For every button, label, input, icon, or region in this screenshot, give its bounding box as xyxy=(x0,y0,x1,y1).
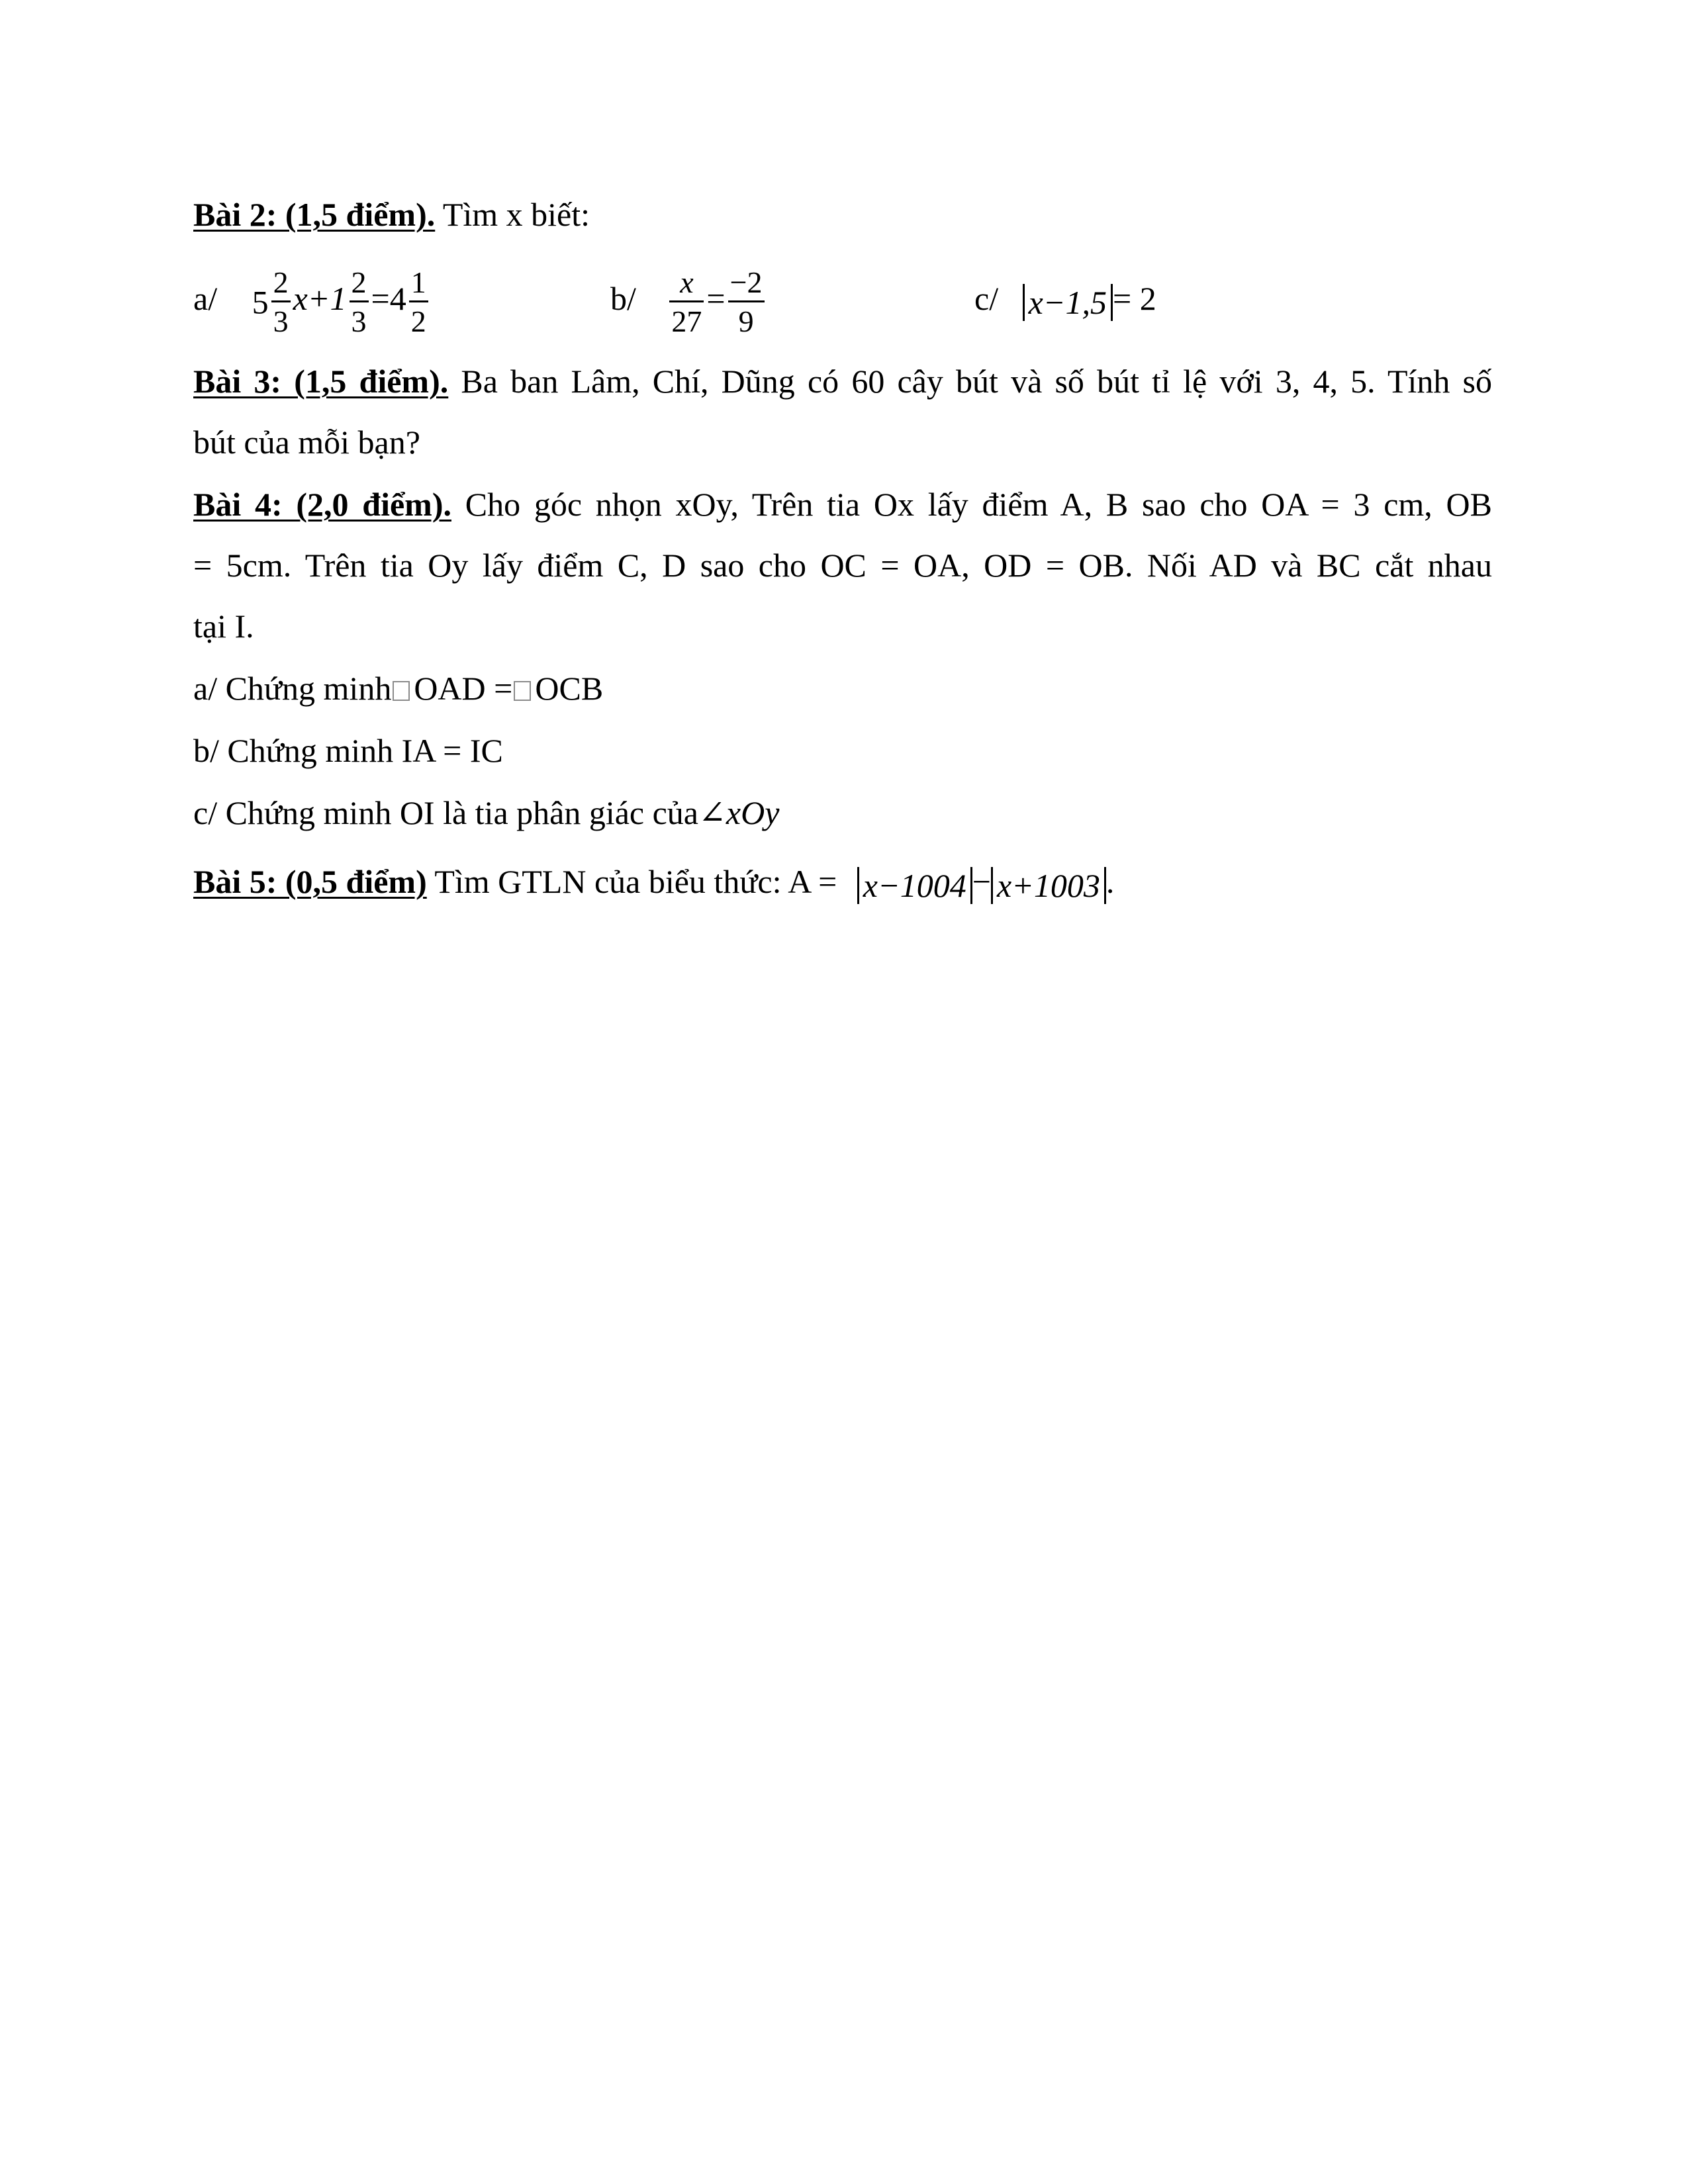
bai2-c-block xyxy=(974,262,1156,335)
bai2-b-num1: x xyxy=(669,267,704,302)
bai5-text: Tìm GTLN của biểu thức: A = xyxy=(426,863,845,900)
bai2-a-frac2 xyxy=(350,267,369,337)
bai3-heading: Bài 3: (1,5 điểm). xyxy=(193,363,449,400)
bai5-line xyxy=(193,862,1114,904)
bai4-line3: tại I. xyxy=(193,608,254,645)
bai2-a-den2: 3 xyxy=(351,304,367,339)
bai2-a-num3: 1 xyxy=(409,267,428,302)
bai2-a-mid: x+1 xyxy=(293,280,347,317)
triangle-symbol-icon xyxy=(514,681,531,701)
bai2-a-label: a/ xyxy=(193,280,218,317)
bai2-b-frac2 xyxy=(728,267,765,337)
bai4-item-a-post: OCB xyxy=(535,670,604,707)
bai2-b-equation xyxy=(667,265,767,339)
bai2-b-label: b/ xyxy=(610,280,636,317)
bai4-item-a-pre: a/ Chứng minh xyxy=(193,670,392,707)
bai5-heading: Bài 5: (0,5 điểm) xyxy=(193,863,427,900)
bai4-item-c-var: xOy xyxy=(726,794,780,831)
bai2-b-num2: −2 xyxy=(728,267,765,302)
bai2-a-frac3 xyxy=(409,267,428,337)
bai2-b-den2: 9 xyxy=(738,304,754,339)
bai2-a-whole1: 5 xyxy=(252,283,269,321)
bai3-line2: bút của mỗi bạn? xyxy=(193,424,420,461)
bai2-c-label: c/ xyxy=(974,280,999,317)
bai5-expression xyxy=(857,863,1115,904)
bai2-b-eq: = xyxy=(706,280,726,317)
bai2-a-equation xyxy=(252,265,431,339)
bai4-item-b: b/ Chứng minh IA = IC xyxy=(193,732,503,769)
bai2-line xyxy=(193,195,590,234)
bai5-abs2: x+1003 xyxy=(991,867,1106,904)
bai4-line1 xyxy=(193,484,1492,524)
bai4-item-c xyxy=(193,793,779,833)
angle-symbol-icon: ∠ xyxy=(698,794,726,831)
bai5-minus: − xyxy=(972,863,991,900)
bai2-a-eq: =4 xyxy=(371,280,406,317)
bai2-c-equation xyxy=(1023,280,1156,321)
bai4-item-c-pre: c/ Chứng minh OI là tia phân giác của xyxy=(193,794,698,831)
bai2-equations xyxy=(193,262,431,339)
bai4-heading: Bài 4: (2,0 điểm). xyxy=(193,486,451,523)
bai2-b-frac1 xyxy=(669,267,704,337)
triangle-symbol-icon xyxy=(393,681,410,701)
bai2-a-num1: 2 xyxy=(271,267,291,302)
bai2-c-rhs: = 2 xyxy=(1113,280,1156,317)
bai3-line1 xyxy=(193,361,1492,401)
bai5-abs1: x−1004 xyxy=(857,867,972,904)
bai4-item-a xyxy=(193,668,603,708)
bai2-c-abs: x−1,5 xyxy=(1023,284,1113,321)
bai2-a-den3: 2 xyxy=(410,304,426,339)
bai2-heading: Bài 2: (1,5 điểm). xyxy=(193,196,436,233)
bai2-a-frac1 xyxy=(271,267,291,337)
bai4-item-a-mid: OAD = xyxy=(414,670,513,707)
bai2-a-den1: 3 xyxy=(273,304,289,339)
bai3-text-line1: Ba ban Lâm, Chí, Dũng có 60 cây bút và số bút tỉ lệ với 3, 4, 5. Tính số xyxy=(448,363,1493,400)
bai2-a-num2: 2 xyxy=(350,267,369,302)
bai2-b-den1: 27 xyxy=(671,304,702,339)
bai4-text-line1: Cho góc nhọn xOy, Trên tia Ox lấy điểm A, B sao cho OA = 3 cm, OB xyxy=(451,486,1492,523)
bai2-b-block xyxy=(610,262,767,339)
bai4-line2: = 5cm. Trên tia Oy lấy điểm C, D sao cho OC = OA, OD = OB. Nối AD và BC cắt nhau xyxy=(193,547,1492,584)
bai5-end: . xyxy=(1105,863,1115,900)
bai2-text: Tìm x biết: xyxy=(435,196,590,233)
